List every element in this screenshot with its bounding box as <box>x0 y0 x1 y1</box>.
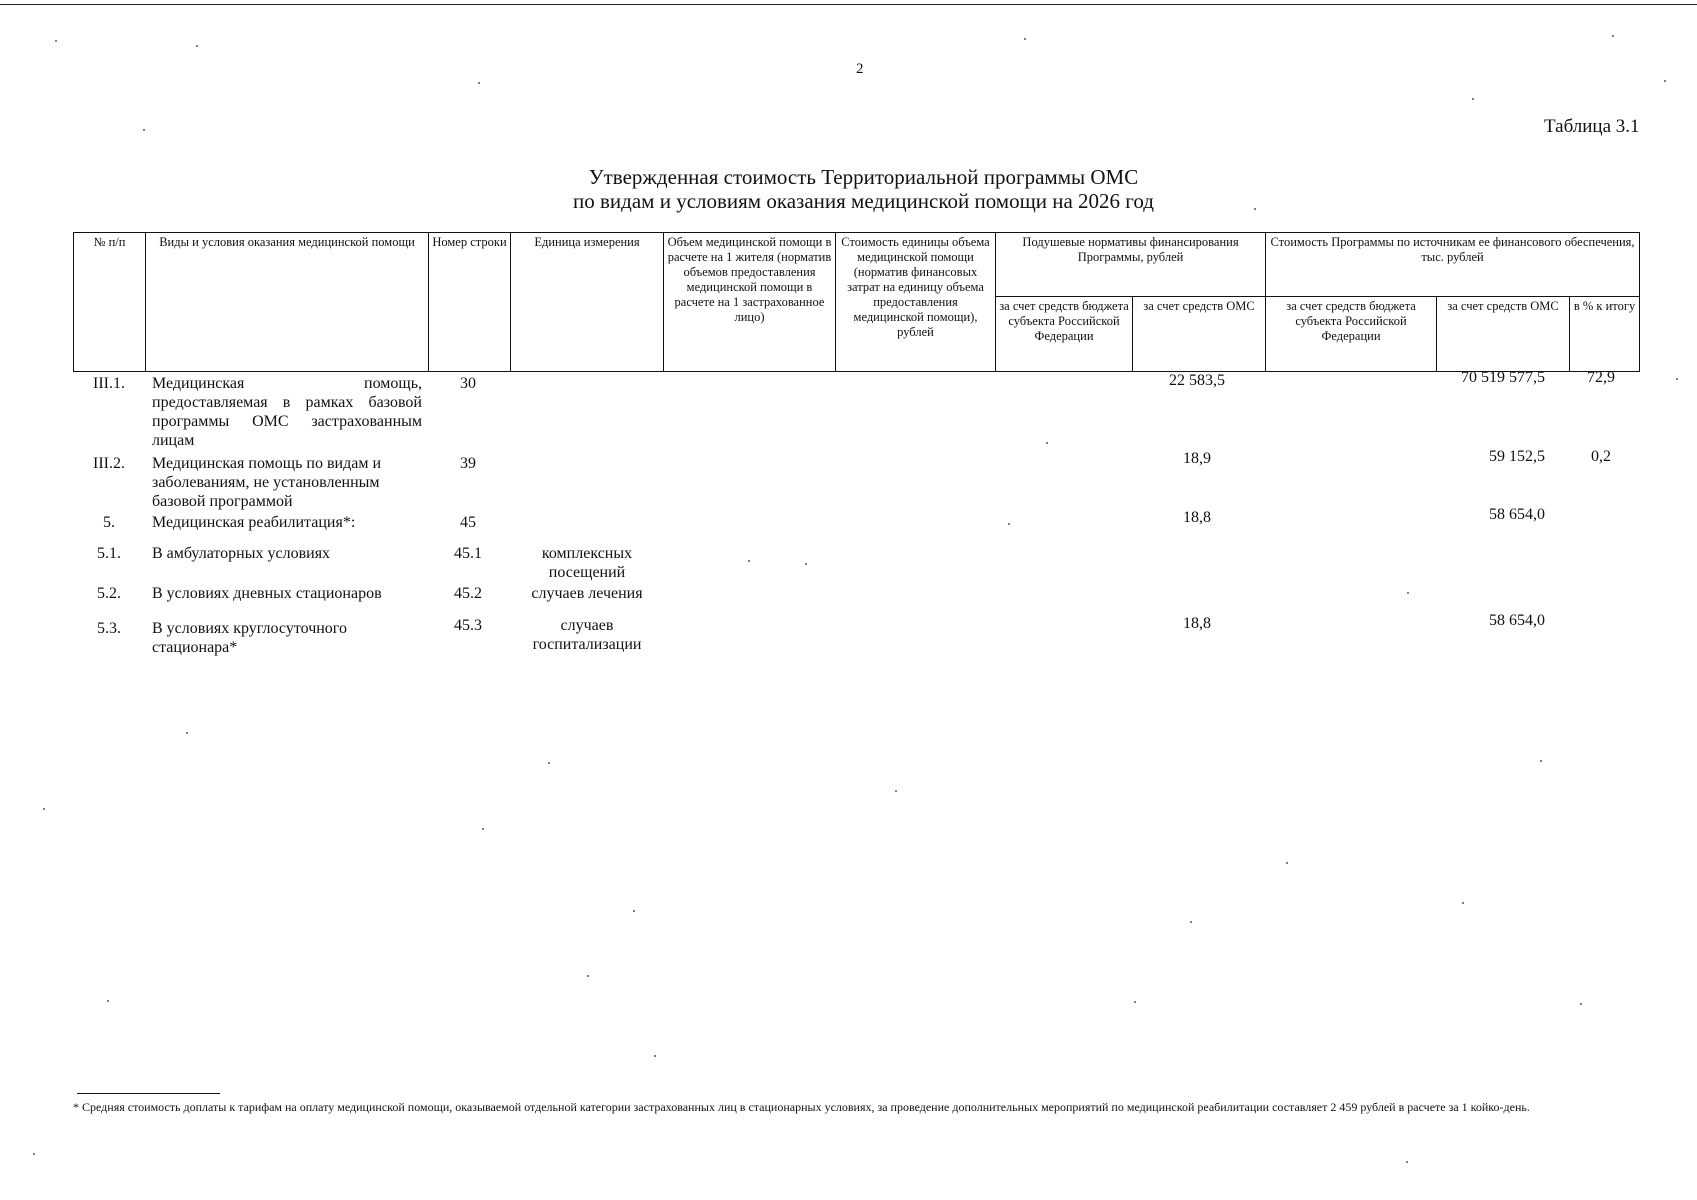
row-line-number: 45.1 <box>454 545 482 562</box>
row-program-oms: 70 519 577,5 <box>1461 369 1545 386</box>
row-number: 5.2. <box>97 585 121 602</box>
row-unit: комплексных посещений <box>541 545 633 581</box>
row-number: III.1. <box>93 375 125 392</box>
row-number: III.2. <box>93 455 125 472</box>
row-program-oms: 58 654,0 <box>1489 506 1545 523</box>
footnote: * Средняя стоимость доплаты к тарифам на оплату медицинской помощи, оказываемой отдельной категории застрахованных лиц в стационарных условиях, за проведение дополнительных мероприятий по медицинской реабилитации составляет 2 459 рублей в расчете за 1 койко-день. <box>73 1100 1530 1114</box>
row-program-pct: 72,9 <box>1587 369 1615 386</box>
row-name: В амбулаторных условиях <box>152 545 331 562</box>
header-unit: Единица измерения <box>511 233 664 372</box>
row-line-number: 39 <box>460 455 476 472</box>
page-top-edge <box>0 4 1697 5</box>
row-per-capita-oms: 18,9 <box>1183 450 1211 467</box>
row-name: Медицинская помощь, предоставляемая в рамках базовой программы ОМС застрахованным лицам <box>152 375 422 449</box>
header-program-budget: за счет средств бюджета субъекта Российской Федерации <box>1266 297 1437 372</box>
header-program-pct: в % к итогу <box>1570 297 1640 372</box>
document-title <box>0 165 1697 213</box>
row-line-number: 45.2 <box>454 585 482 602</box>
row-line-number: 45 <box>460 514 476 531</box>
row-program-pct: 0,2 <box>1591 448 1611 465</box>
header-program-oms: за счет средств ОМС <box>1437 297 1570 372</box>
row-name: Медицинская помощь по видам и заболеваниям, не установленным базовой программой <box>152 455 381 510</box>
row-program-oms: 59 152,5 <box>1489 448 1545 465</box>
footnote-separator <box>77 1093 220 1094</box>
page-number: 2 <box>856 61 864 77</box>
row-line-number: 45.3 <box>454 617 482 634</box>
row-line-number: 30 <box>460 375 476 392</box>
row-per-capita-oms: 18,8 <box>1183 509 1211 526</box>
header-per-capita-budget: за счет средств бюджета субъекта Российской Федерации <box>996 297 1133 372</box>
row-number: 5. <box>103 514 115 531</box>
table-label: Таблица 3.1 <box>1544 116 1640 137</box>
header-volume: Объем медицинской помощи в расчете на 1 жителя (норматив объемов предоставления медицинской помощи в расчете на 1 застрахованное лицо) <box>664 233 836 372</box>
row-name: В условиях дневных стационаров <box>152 585 382 602</box>
row-program-oms: 58 654,0 <box>1489 612 1545 629</box>
header-per-capita-oms: за счет средств ОМС <box>1133 297 1266 372</box>
title-line-2: по видам и условиям оказания медицинской помощи на 2026 год <box>573 189 1154 213</box>
header-per-capita: Подушевые нормативы финансирования Программы, рублей <box>996 233 1266 297</box>
row-per-capita-oms: 18,8 <box>1183 615 1211 632</box>
row-name: В условиях круглосуточного стационара* <box>152 620 347 656</box>
row-number: 5.1. <box>97 545 121 562</box>
header-num: № п/п <box>74 233 146 372</box>
header-kind: Виды и условия оказания медицинской помощи <box>146 233 429 372</box>
header-cost: Стоимость единицы объема медицинской помощи (норматив финансовых затрат на единицу объема предоставления медицинской помощи), рублей <box>836 233 996 372</box>
table-header <box>73 232 1640 372</box>
row-number: 5.3. <box>97 620 121 637</box>
title-line-1: Утвержденная стоимость Территориальной программы ОМС <box>588 165 1139 189</box>
row-unit: случаев лечения <box>531 585 643 602</box>
row-name: Медицинская реабилитация*: <box>152 514 356 531</box>
header-program-cost: Стоимость Программы по источникам ее финансового обеспечения, тыс. рублей <box>1266 233 1640 297</box>
row-unit: случаев госпитализации <box>532 617 642 653</box>
row-per-capita-oms: 22 583,5 <box>1169 372 1225 389</box>
header-row: Номер строки <box>429 233 511 372</box>
